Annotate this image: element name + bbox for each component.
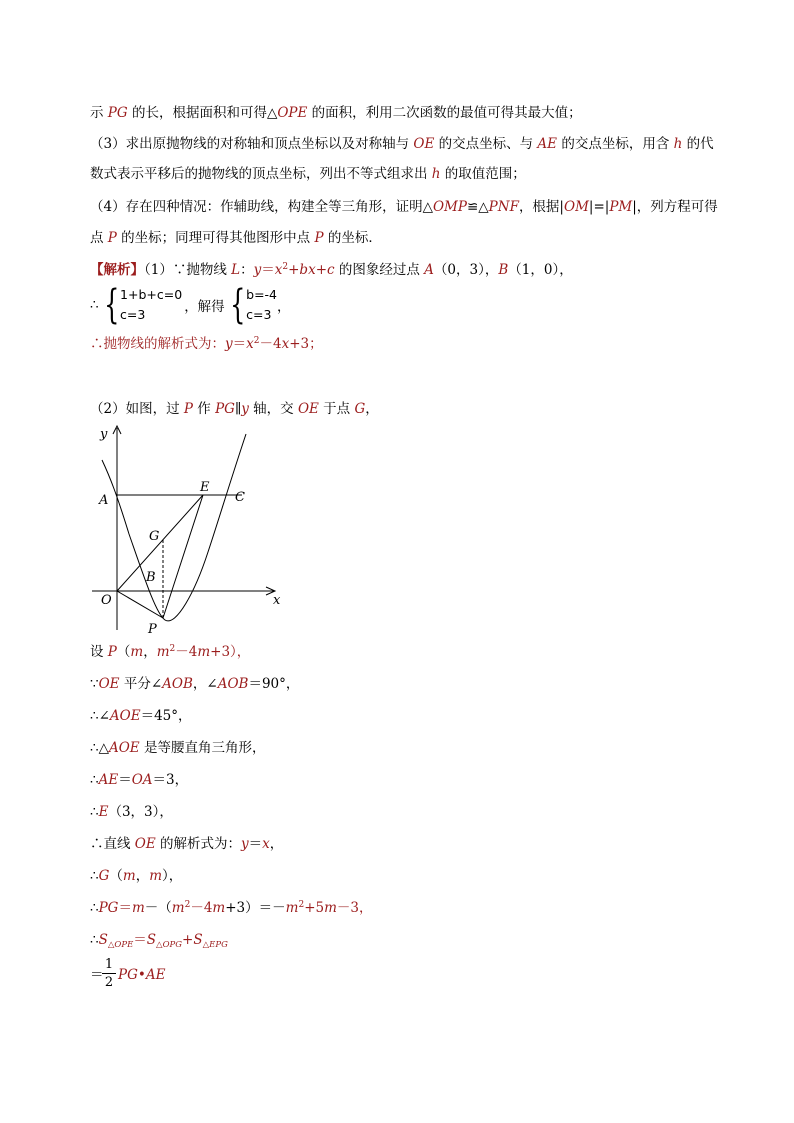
text: 于点 [318,401,355,417]
text: ≌△ [466,199,489,215]
text: －4 [190,900,213,916]
text: ∴抛物线的解析式为： [90,336,225,352]
text: （ [116,644,131,660]
math-var: B [498,262,509,278]
text: ＝90°， [248,676,300,692]
text: ： [240,262,254,278]
text: 平分∠ [119,676,163,692]
math-var: OPE [277,105,308,121]
text: －（ [144,900,172,916]
fraction-half [102,957,116,990]
text: ， [277,299,291,315]
text: ∴直线 [90,836,135,852]
text: ， [269,836,284,852]
label-y: y [100,427,108,442]
math-var: x [246,336,254,352]
text: ∥ [234,401,242,417]
text: + [182,932,194,948]
line-pe [163,495,203,618]
label-x: x [273,593,281,608]
step-11-rest [118,966,165,984]
math-var: m [156,644,170,660]
text: （ [109,868,123,884]
math-var: E [98,804,109,820]
left-brace: { [229,282,246,328]
analysis-line-1 [90,104,582,122]
text: （3）求出原抛物线的对称轴和顶点坐标以及对称轴与 [90,136,414,152]
equation: c=3 [120,307,146,322]
math-var: y [253,262,262,278]
step-5 [90,771,188,789]
step-4 [90,739,265,757]
denominator: 2 [104,975,114,990]
equation: b=-4 [246,287,278,302]
math-var: m [122,868,136,884]
math-var: AE [537,136,558,152]
analysis-line-3 [90,165,526,183]
equation: c=3 [246,307,272,322]
label-a: A [99,493,109,508]
math-var: x [281,336,290,352]
text: ∴△ [90,740,109,756]
math-var: m [212,900,226,916]
text: 的坐标；同理可得其他图形中点 [116,230,315,246]
text: （3，3）， [108,804,173,820]
math-var: PG [215,401,235,417]
math-var: m [197,644,211,660]
exponent: 2 [282,262,289,272]
exponent: 2 [253,336,260,346]
text: ＝ [248,836,263,852]
text: （1）∵抛物线 [144,262,232,278]
text: ，∠ [192,676,218,692]
text: ， [365,401,379,417]
math-var: L [231,262,241,278]
equation-system [90,282,291,328]
text: －3， [336,900,373,916]
math-var: S [193,932,203,948]
math-var: OE [98,676,120,692]
math-var: OE [413,136,435,152]
part2-intro [90,400,379,418]
text: ＝ [118,772,132,788]
text: ∴ [90,804,99,820]
text: －4 [175,644,198,660]
therefore-symbol: ∴ [90,297,99,313]
text: ＝3， [152,772,189,788]
math-var: P [183,401,193,417]
step-1 [90,643,250,661]
text: 的长，根据面积和可得△ [127,105,278,121]
subscript: △OPG [156,940,183,950]
analysis-line-2 [90,135,714,153]
left-brace: { [103,282,119,328]
math-var: m [324,900,337,916]
text: 作 [192,401,216,417]
text: ）， [162,868,183,884]
math-var: PG [98,900,119,916]
text: |，列方程可得 [632,199,718,215]
fraction-bar [102,973,116,974]
math-var: P [107,644,117,660]
text: + [288,262,300,278]
text: （1，0）， [508,262,573,278]
subscript: △OPE [107,940,134,950]
text: ∴ [90,900,99,916]
math-var: AE [145,967,166,983]
text: +3； [289,336,323,352]
math-var: P [314,230,324,246]
math-var: PNF [488,199,519,215]
exponent: 2 [169,644,176,654]
line-op [117,591,163,618]
text: 示 [90,105,108,121]
math-var: A [424,262,434,278]
text: 的取值范围； [440,166,526,182]
math-var: PG [107,105,128,121]
math-var: m [130,644,144,660]
step-3 [90,707,192,725]
line-oe [117,495,203,591]
text: 点 [90,230,108,246]
label-g: G [149,529,160,544]
math-var: m [149,868,163,884]
equation: 1+b+c=0 [120,287,183,302]
math-var: AE [98,772,119,788]
text: ∴ [90,868,99,884]
math-var: G [98,868,110,884]
text: 的代 [682,136,714,152]
text: 的坐标． [323,230,382,246]
math-var: h [673,136,683,152]
equation-group-1 [120,285,182,325]
label-b: B [146,570,156,585]
math-var: AOB [217,676,249,692]
text: ＝ [261,262,275,278]
math-var: OA [131,772,153,788]
step-9 [90,899,373,917]
text: ， [135,868,150,884]
text: |=| [588,199,610,215]
label-o: O [101,593,112,608]
text: 数式表示平移后的抛物线的顶点坐标，列出不等式组求出 [90,166,432,182]
math-var: OE [297,401,319,417]
math-var: PG [118,967,138,983]
math-var: m [171,900,185,916]
math-var: OE [134,836,156,852]
math-var: m [131,900,145,916]
math-var: P [107,230,117,246]
text: ＝ [232,336,247,352]
text: ∴ [90,772,99,788]
parabola-figure [90,422,290,636]
math-var: c [327,262,335,278]
exponent: 2 [298,900,305,910]
numerator: 1 [104,957,114,972]
label-p: P [148,622,157,636]
math-var: S [146,932,157,948]
text: • [137,967,146,983]
math-var: PM [609,199,633,215]
text: ∴∠ [90,708,110,724]
text: ，根据| [518,199,564,215]
text: 设 [90,644,108,660]
math-var: y [225,336,233,352]
math-var: AOE [108,740,140,756]
subscript: △EPG [202,940,228,950]
math-var: G [354,401,366,417]
math-var: x [262,836,270,852]
solution-tag: 【解析】 [90,262,144,278]
text: ∴ [90,932,99,948]
analysis-line-5 [90,229,382,247]
math-var: y [241,401,249,417]
text: ＝ [118,900,132,916]
text: ， [143,644,157,660]
math-var: AOB [162,676,193,692]
math-var: y [241,836,249,852]
text: + [315,262,327,278]
text: 的面积，利用二次函数的最值可得其最大值； [307,105,582,121]
step-6 [90,803,173,821]
text: 的交点坐标，用含 [557,136,674,152]
label-e: E [200,480,210,495]
solution-line-2 [90,335,323,353]
math-var: x [274,262,283,278]
text: －4 [259,336,282,352]
text: +5 [304,900,325,916]
text: ＝ [90,967,104,983]
text: （4）存在四种情况：作辅助线，构建全等三角形，证明△ [90,199,433,215]
math-var: m [285,900,299,916]
text: +3）＝－ [225,900,286,916]
text: 轴，交 [248,401,298,417]
label-c: C [235,490,245,505]
text: ＝45°， [140,708,192,724]
text: 的解析式为： [155,836,242,852]
step-2 [90,675,299,693]
text: 是等腰直角三角形， [139,740,266,756]
text: ，解得 [184,299,225,315]
text: （0，3）， [433,262,499,278]
text: ∵ [90,676,99,692]
equation-group-2 [246,285,277,325]
step-10 [90,931,228,949]
math-var: AOE [109,708,141,724]
text: +3）， [210,644,251,660]
math-var: h [431,166,441,182]
step-8 [90,867,182,885]
text: ＝ [133,932,147,948]
text: （2）如图，过 [90,401,184,417]
exponent: 2 [184,900,191,910]
solution-line-1 [90,261,573,279]
math-var: OMP [432,199,467,215]
math-var: bx [299,262,316,278]
math-var: S [98,932,108,948]
step-7 [90,835,283,853]
math-var: OM [564,199,589,215]
text: 的交点坐标、与 [434,136,538,152]
analysis-line-4 [90,198,718,216]
text: 的图象经过点 [334,262,425,278]
